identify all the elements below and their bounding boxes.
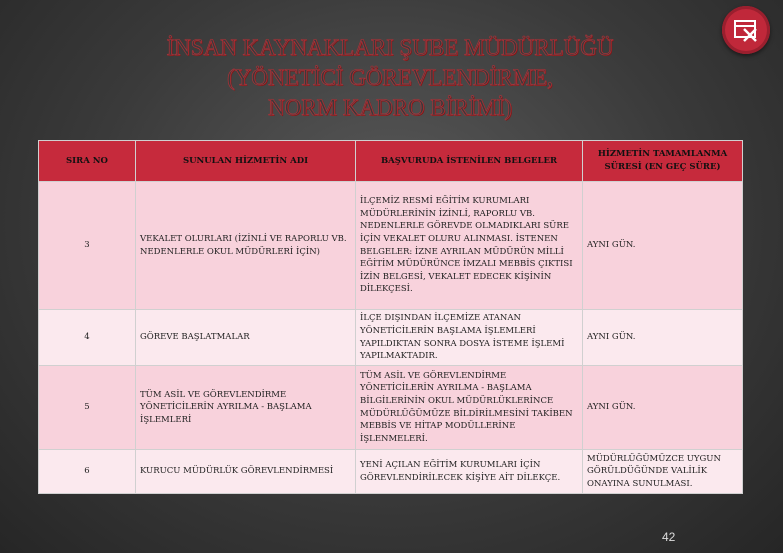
header-sure: HİZMETİN TAMAMLANMA SÜRESİ (EN GEÇ SÜRE)	[583, 141, 743, 182]
row-time: AYNI GÜN.	[583, 182, 743, 310]
presentation-exit-icon	[732, 16, 760, 44]
table-row	[39, 310, 743, 366]
header-hizmet-adi: SUNULAN HİZMETİN ADI	[136, 141, 356, 182]
row-docs: İLÇE DIŞINDAN İLÇEMİZE ATANAN YÖNETİCİLERİN BAŞLAMA İŞLEMLERİ YAPILDIKTAN SONRA DOSYA İSTEME İŞLEMİ YAPILMAKTADIR.	[356, 310, 583, 366]
row-time: MÜDÜRLÜĞÜMÜZCE UYGUN GÖRÜLDÜĞÜNDE VALİLİK ONAYINA SUNULMASI.	[583, 450, 743, 494]
row-name: VEKALET OLURLARI (İZİNLİ VE RAPORLU VB. NEDENLERLE OKUL MÜDÜRLERİ İÇİN)	[136, 182, 356, 310]
row-no: 5	[39, 366, 136, 450]
title-line-2: (YÖNETİCİ GÖREVLENDİRME,	[227, 65, 553, 90]
slide-title	[90, 33, 690, 123]
table-header-row	[39, 141, 743, 182]
row-time: AYNI GÜN.	[583, 310, 743, 366]
row-name: TÜM ASİL VE GÖREVLENDİRME YÖNETİCİLERİN AYRILMA - BAŞLAMA İŞLEMLERİ	[136, 366, 356, 450]
row-no: 3	[39, 182, 136, 310]
row-docs: TÜM ASİL VE GÖREVLENDİRME YÖNETİCİLERİN AYRILMA - BAŞLAMA BİLGİLERİNİN OKUL MÜDÜRLÜKLERİNCE MÜDÜRLÜĞÜMÜZE BİLDİRİLMESİNİ TAKİBEN MEBBİS VE HİTAP MODÜLLERİNE İŞLENMELERİ.	[356, 366, 583, 450]
row-no: 6	[39, 450, 136, 494]
header-sira-no: SIRA NO	[39, 141, 136, 182]
row-docs: İLÇEMİZ RESMİ EĞİTİM KURUMLARI MÜDÜRLERİNİN İZİNLİ, RAPORLU VB. NEDENLERLE GÖREVDE OLMADIKLARI SÜRE İÇİN VEKALET OLURU ALINMASI. İSTENEN BELGELER: İZNE AYRILAN MÜDÜRÜN MİLLİ EĞİTİM MÜDÜRÜNCE İMZALI MEBBİS ÇIKTISI İZİN BELGESİ, VEKALET EDECEK KİŞİNİN DİLEKÇESİ.	[356, 182, 583, 310]
title-line-3: NORM KADRO BİRİMİ)	[267, 95, 513, 120]
table-row	[39, 366, 743, 450]
title-line-1: İNSAN KAYNAKLARI ŞUBE MÜDÜRLÜĞÜ	[166, 35, 614, 60]
row-name: KURUCU MÜDÜRLÜK GÖREVLENDİRMESİ	[136, 450, 356, 494]
exit-button[interactable]	[722, 6, 770, 54]
services-table	[38, 140, 743, 494]
row-no: 4	[39, 310, 136, 366]
table-row	[39, 182, 743, 310]
row-docs: YENİ AÇILAN EĞİTİM KURUMLARI İÇİN GÖREVLENDİRİLECEK KİŞİYE AİT DİLEKÇE.	[356, 450, 583, 494]
row-time: AYNI GÜN.	[583, 366, 743, 450]
page-number: 42	[662, 530, 676, 544]
table-row	[39, 450, 743, 494]
row-name: GÖREVE BAŞLATMALAR	[136, 310, 356, 366]
header-belgeler: BAŞVURUDA İSTENİLEN BELGELER	[356, 141, 583, 182]
